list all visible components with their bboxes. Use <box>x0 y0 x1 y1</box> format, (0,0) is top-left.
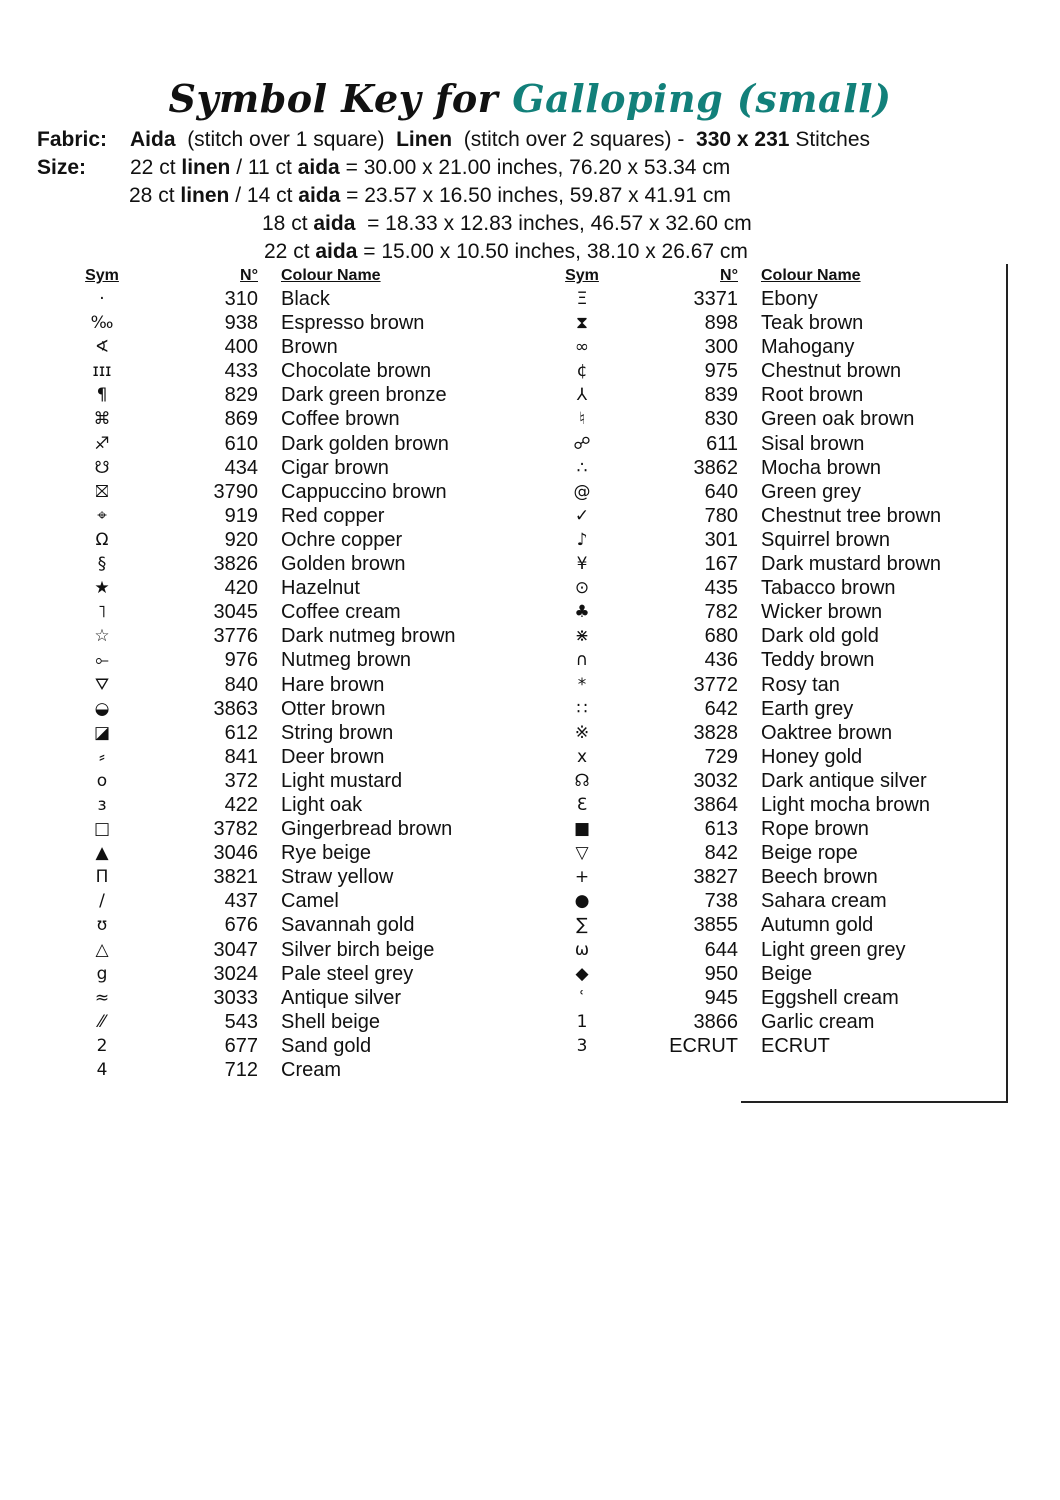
colour-name: Silver birch beige <box>281 938 435 961</box>
colour-name: Dark mustard brown <box>761 553 942 576</box>
slash-dot-icon: ⸗ <box>99 746 105 767</box>
size-count: 18 ct <box>262 212 308 235</box>
thread-number: 642 <box>704 697 738 720</box>
thread-number: 920 <box>224 528 258 551</box>
aida-note: (stitch over 1 square) <box>187 128 385 151</box>
colour-name: Sand gold <box>281 1034 372 1057</box>
stitches-label: Stitches <box>795 128 871 151</box>
white-triangle-icon: △ <box>95 939 109 960</box>
corner-bracket-icon: ˥ <box>97 602 107 623</box>
thread-number: 3045 <box>213 601 258 624</box>
thread-number: 3772 <box>693 673 738 696</box>
colour-name: Cream <box>281 1059 342 1081</box>
colour-name: Root brown <box>761 384 864 407</box>
colour-name: Wicker brown <box>761 601 883 624</box>
thread-number: 372 <box>224 769 258 792</box>
rotated-three-icon: ɜ <box>97 794 107 815</box>
size-fabric: aida <box>297 156 340 179</box>
colour-name: Hazelnut <box>281 577 360 600</box>
colour-name: Rosy tan <box>761 673 840 696</box>
thread-number: 3032 <box>693 769 738 792</box>
colour-name: Nutmeg brown <box>281 649 412 672</box>
linen-label: Linen <box>396 128 453 151</box>
thread-number: 3855 <box>693 914 738 937</box>
pi-bracket-icon: Π <box>95 867 109 888</box>
reference-mark-icon: ※ <box>574 722 590 743</box>
colour-name: Beige <box>761 962 813 985</box>
colour-name: Earth grey <box>761 697 854 720</box>
sagittarius-icon: ♐ <box>94 433 110 454</box>
crosshair-icon: ⌖ <box>97 505 107 526</box>
colour-name: Pale steel grey <box>281 962 414 985</box>
colour-name: Green grey <box>761 480 862 503</box>
white-star-icon: ☆ <box>94 626 110 647</box>
thread-number: 840 <box>224 673 258 696</box>
asterisk-icon: * <box>577 674 587 695</box>
g-icon: g <box>96 963 108 984</box>
size-count: 28 ct <box>129 184 175 207</box>
thread-number: 610 <box>224 432 258 455</box>
two-icon: 2 <box>96 1035 108 1056</box>
thread-number: 3047 <box>213 938 258 961</box>
size-fabric: linen <box>180 184 230 207</box>
size-line-3 <box>262 210 1060 238</box>
thread-number: 676 <box>224 914 258 937</box>
colour-name: Ebony <box>761 288 818 310</box>
colour-name: Rye beige <box>281 842 372 865</box>
thread-number: 712 <box>224 1059 258 1081</box>
fabric-line <box>37 126 1060 154</box>
header-sym: Sym <box>85 267 119 284</box>
colour-name: Tabacco brown <box>761 577 896 600</box>
colour-name: Sahara cream <box>761 890 887 913</box>
thread-number: 738 <box>704 890 738 913</box>
colour-name: Red copper <box>281 504 385 527</box>
size-sep: / 14 ct <box>235 184 293 207</box>
black-square-icon: ■ <box>573 819 591 840</box>
colour-name: Black <box>281 288 330 310</box>
colour-name: Espresso brown <box>281 312 425 335</box>
colour-name: Shell beige <box>281 1010 380 1033</box>
three-icon: 3 <box>576 1035 588 1056</box>
colour-name: Otter brown <box>281 697 386 720</box>
linen-note: (stitch over 2 squares) - <box>463 128 685 151</box>
size-dims: = 15.00 x 10.50 inches, 38.10 x 26.67 cm <box>363 240 748 263</box>
thread-number: 167 <box>704 553 738 576</box>
colour-name: Chestnut tree brown <box>761 504 942 527</box>
size-line-2 <box>129 182 1060 210</box>
thread-number: 3827 <box>693 866 738 889</box>
at-icon: @ <box>573 481 591 502</box>
size-sep: / 11 ct <box>236 156 292 179</box>
fabric-label: Fabric: <box>37 128 108 151</box>
thread-number: 400 <box>224 336 258 359</box>
thread-number: 869 <box>224 408 258 431</box>
thread-number: 842 <box>704 842 738 865</box>
header-number: N° <box>240 267 258 284</box>
thread-number: 422 <box>224 793 258 816</box>
thread-number: 3371 <box>693 288 738 310</box>
title-prefix: Symbol Key for <box>168 76 499 121</box>
colour-name: Dark golden brown <box>281 432 449 455</box>
left-multimap-icon: ⟜ <box>95 650 109 671</box>
size-line-1 <box>37 154 1060 182</box>
thread-number: 3782 <box>213 818 258 841</box>
colour-name: Light green grey <box>761 938 906 961</box>
hook-icon: ʿ <box>579 987 585 1008</box>
cap-dot-icon: ∩ <box>575 650 589 671</box>
black-triangle-icon: ▲ <box>95 843 109 864</box>
table-border-right <box>1006 264 1008 1102</box>
thread-number: 976 <box>224 649 258 672</box>
colour-name: Coffee cream <box>281 601 401 624</box>
xi-icon: Ξ <box>576 289 588 309</box>
command-icon: ⌘ <box>93 409 111 430</box>
colour-name: Teddy brown <box>761 649 875 672</box>
colour-name: Mahogany <box>761 336 855 359</box>
thread-number: 3828 <box>693 721 738 744</box>
omega-small-icon: ω <box>574 939 590 960</box>
colour-name: Rope brown <box>761 818 869 841</box>
thread-number: ECRUT <box>669 1034 738 1057</box>
colour-name: Antique silver <box>281 986 402 1009</box>
four-dot-icon: ∷ <box>576 698 588 719</box>
circled-dot-icon: ⊙ <box>574 578 590 599</box>
thread-number: 830 <box>704 408 738 431</box>
thread-number: 938 <box>224 312 258 335</box>
down-triangle-icon: ⛛ <box>94 674 110 695</box>
colour-name: Beech brown <box>761 866 878 889</box>
size-fabric: aida <box>315 240 358 263</box>
header-colour-name: Colour Name <box>761 267 861 284</box>
boxed-star-icon: ⛝ <box>95 481 109 502</box>
therefore-icon: ∴ <box>576 457 588 478</box>
thread-number: 945 <box>704 986 738 1009</box>
turned-y-icon: ⅄ <box>576 385 588 406</box>
thread-number: 841 <box>224 745 258 768</box>
ascending-node-icon: ☊ <box>574 770 590 791</box>
thread-number: 3790 <box>213 480 258 503</box>
table-border-bottom <box>741 1101 1008 1103</box>
four-icon: 4 <box>96 1060 108 1080</box>
thread-number: 613 <box>704 818 738 841</box>
size-count: 22 ct <box>130 156 176 179</box>
black-star-icon: ★ <box>94 578 110 599</box>
colour-name: Light mustard <box>281 769 403 792</box>
check-icon: ✓ <box>574 505 590 526</box>
pattern-name: Galloping (small) <box>512 76 892 121</box>
section-icon: § <box>97 554 107 575</box>
thread-number: 435 <box>704 577 738 600</box>
black-diamond-icon: ◆ <box>575 963 589 984</box>
thread-number: 919 <box>224 504 258 527</box>
colour-name: Chestnut brown <box>761 360 902 383</box>
header-number: N° <box>720 267 738 284</box>
thread-number: 3024 <box>213 962 258 985</box>
cent-icon: ¢ <box>576 361 588 382</box>
colour-name: Golden brown <box>281 553 406 576</box>
colour-name: Gingerbread brown <box>281 818 453 841</box>
colour-name: Light mocha brown <box>761 793 930 816</box>
colour-name: Dark antique silver <box>761 769 927 792</box>
thread-number: 680 <box>704 625 738 648</box>
thread-number: 300 <box>704 336 738 359</box>
thread-number: 640 <box>704 480 738 503</box>
colour-name: Hare brown <box>281 673 385 696</box>
thread-number: 3866 <box>693 1010 738 1033</box>
sigma-icon: ∑ <box>576 915 588 936</box>
division-times-icon: ⋇ <box>574 626 590 647</box>
thread-number: 433 <box>224 360 258 383</box>
colour-name: Ochre copper <box>281 528 403 551</box>
colour-name: Autumn gold <box>761 914 874 937</box>
header-sym: Sym <box>565 267 599 284</box>
club-icon: ♣ <box>574 602 590 623</box>
thread-number: 612 <box>224 721 258 744</box>
colour-name: Savannah gold <box>281 914 415 937</box>
colour-name: String brown <box>281 721 394 744</box>
size-count: 22 ct <box>264 240 310 263</box>
colour-name: Chocolate brown <box>281 360 432 383</box>
thread-number: 301 <box>704 528 738 551</box>
white-square-icon: □ <box>93 819 111 840</box>
natural-icon: ♮ <box>578 409 586 430</box>
size-dims: = 30.00 x 21.00 inches, 76.20 x 53.34 cm <box>345 156 731 179</box>
infinity-icon: ∞ <box>574 337 590 358</box>
header-colour-name: Colour Name <box>281 267 381 284</box>
omega-icon: Ω <box>95 529 109 550</box>
thread-number: 729 <box>704 745 738 768</box>
size-fabric: linen <box>181 156 231 179</box>
thread-number: 3821 <box>213 866 258 889</box>
colour-name: ECRUT <box>761 1034 830 1057</box>
colour-name: Oaktree brown <box>761 721 893 744</box>
thread-number: 437 <box>224 890 258 913</box>
colour-name: Dark old gold <box>761 625 879 648</box>
page-title <box>0 76 1060 121</box>
size-dims: = 23.57 x 16.50 inches, 59.87 x 41.91 cm <box>346 184 731 207</box>
thread-number: 644 <box>704 938 738 961</box>
thread-number: 898 <box>704 312 738 335</box>
colour-name: Sisal brown <box>761 432 865 455</box>
black-circle-icon: ● <box>574 891 590 912</box>
colour-name: Beige rope <box>761 842 858 865</box>
cup-dot-icon: ʊ <box>96 915 108 936</box>
colour-name: Cappuccino brown <box>281 480 447 503</box>
double-slash-icon: ⁄⁄ <box>99 1011 105 1032</box>
thread-number: 975 <box>704 360 738 383</box>
thread-number: 3046 <box>213 842 258 865</box>
thread-number: 780 <box>704 504 738 527</box>
colour-name: Brown <box>281 336 338 359</box>
thread-number: 434 <box>224 456 258 479</box>
size-fabric: aida <box>298 184 341 207</box>
yen-icon: ¥ <box>576 554 588 575</box>
colour-name: Light oak <box>281 793 363 816</box>
open-e-icon: Ɛ <box>576 794 588 815</box>
half-square-icon: ◪ <box>93 722 111 743</box>
thread-number: 950 <box>704 962 738 985</box>
size-dims: = 18.33 x 12.83 inches, 46.57 x 32.60 cm <box>361 212 752 235</box>
colour-name: Dark green bronze <box>281 384 447 407</box>
dot-icon: · <box>99 289 105 309</box>
small-o-icon: o <box>96 770 108 791</box>
colour-name: Deer brown <box>281 745 385 768</box>
thread-number: 436 <box>704 649 738 672</box>
plus-icon: + <box>574 867 590 888</box>
colour-name: Mocha brown <box>761 456 882 479</box>
half-circle-icon: ◒ <box>94 698 110 719</box>
thread-number: 3863 <box>213 697 258 720</box>
colour-name: Cigar brown <box>281 456 389 479</box>
colour-name: Eggshell cream <box>761 986 899 1009</box>
size-line-4 <box>264 238 1060 266</box>
thread-number: 839 <box>704 384 738 407</box>
x-icon: x <box>576 746 588 767</box>
per-mille-icon: ‰ <box>90 313 114 334</box>
thread-number: 3864 <box>693 793 738 816</box>
colour-name: Straw yellow <box>281 866 394 889</box>
thread-number: 420 <box>224 577 258 600</box>
hourglass-icon: ⧗ <box>576 313 588 334</box>
colour-name: Coffee brown <box>281 408 400 431</box>
triple-bar-icon: ɪɪɪ <box>92 361 112 382</box>
slash-icon: / <box>99 891 105 912</box>
descending-node-icon: ☋ <box>94 457 110 478</box>
angle-icon: ∢ <box>94 337 110 358</box>
colour-name: Teak brown <box>761 312 864 335</box>
approx-icon: ≈ <box>94 987 110 1008</box>
colour-name: Honey gold <box>761 745 863 768</box>
thread-number: 782 <box>704 601 738 624</box>
thread-number: 3776 <box>213 625 258 648</box>
size-fabric: aida <box>313 212 356 235</box>
pilcrow-icon: ¶ <box>96 385 108 406</box>
thread-number: 829 <box>224 384 258 407</box>
stitches-count: 330 x 231 <box>696 128 790 151</box>
one-icon: 1 <box>576 1011 588 1032</box>
music-note-icon: ♪ <box>576 529 588 550</box>
opposition-icon: ☍ <box>573 433 591 454</box>
aida-label: Aida <box>130 128 176 151</box>
colour-name: Garlic cream <box>761 1010 875 1033</box>
thread-number: 543 <box>224 1010 258 1033</box>
size-label: Size: <box>37 156 87 179</box>
white-down-triangle-icon: ▽ <box>575 843 589 864</box>
thread-number: 611 <box>706 432 738 455</box>
thread-number: 310 <box>224 288 258 310</box>
colour-name: Camel <box>281 890 339 913</box>
thread-number: 3826 <box>213 553 258 576</box>
thread-number: 3862 <box>693 456 738 479</box>
thread-number: 677 <box>224 1034 258 1057</box>
colour-name: Green oak brown <box>761 408 915 431</box>
colour-name: Squirrel brown <box>761 528 890 551</box>
colour-name: Dark nutmeg brown <box>281 625 456 648</box>
thread-number: 3033 <box>213 986 258 1009</box>
